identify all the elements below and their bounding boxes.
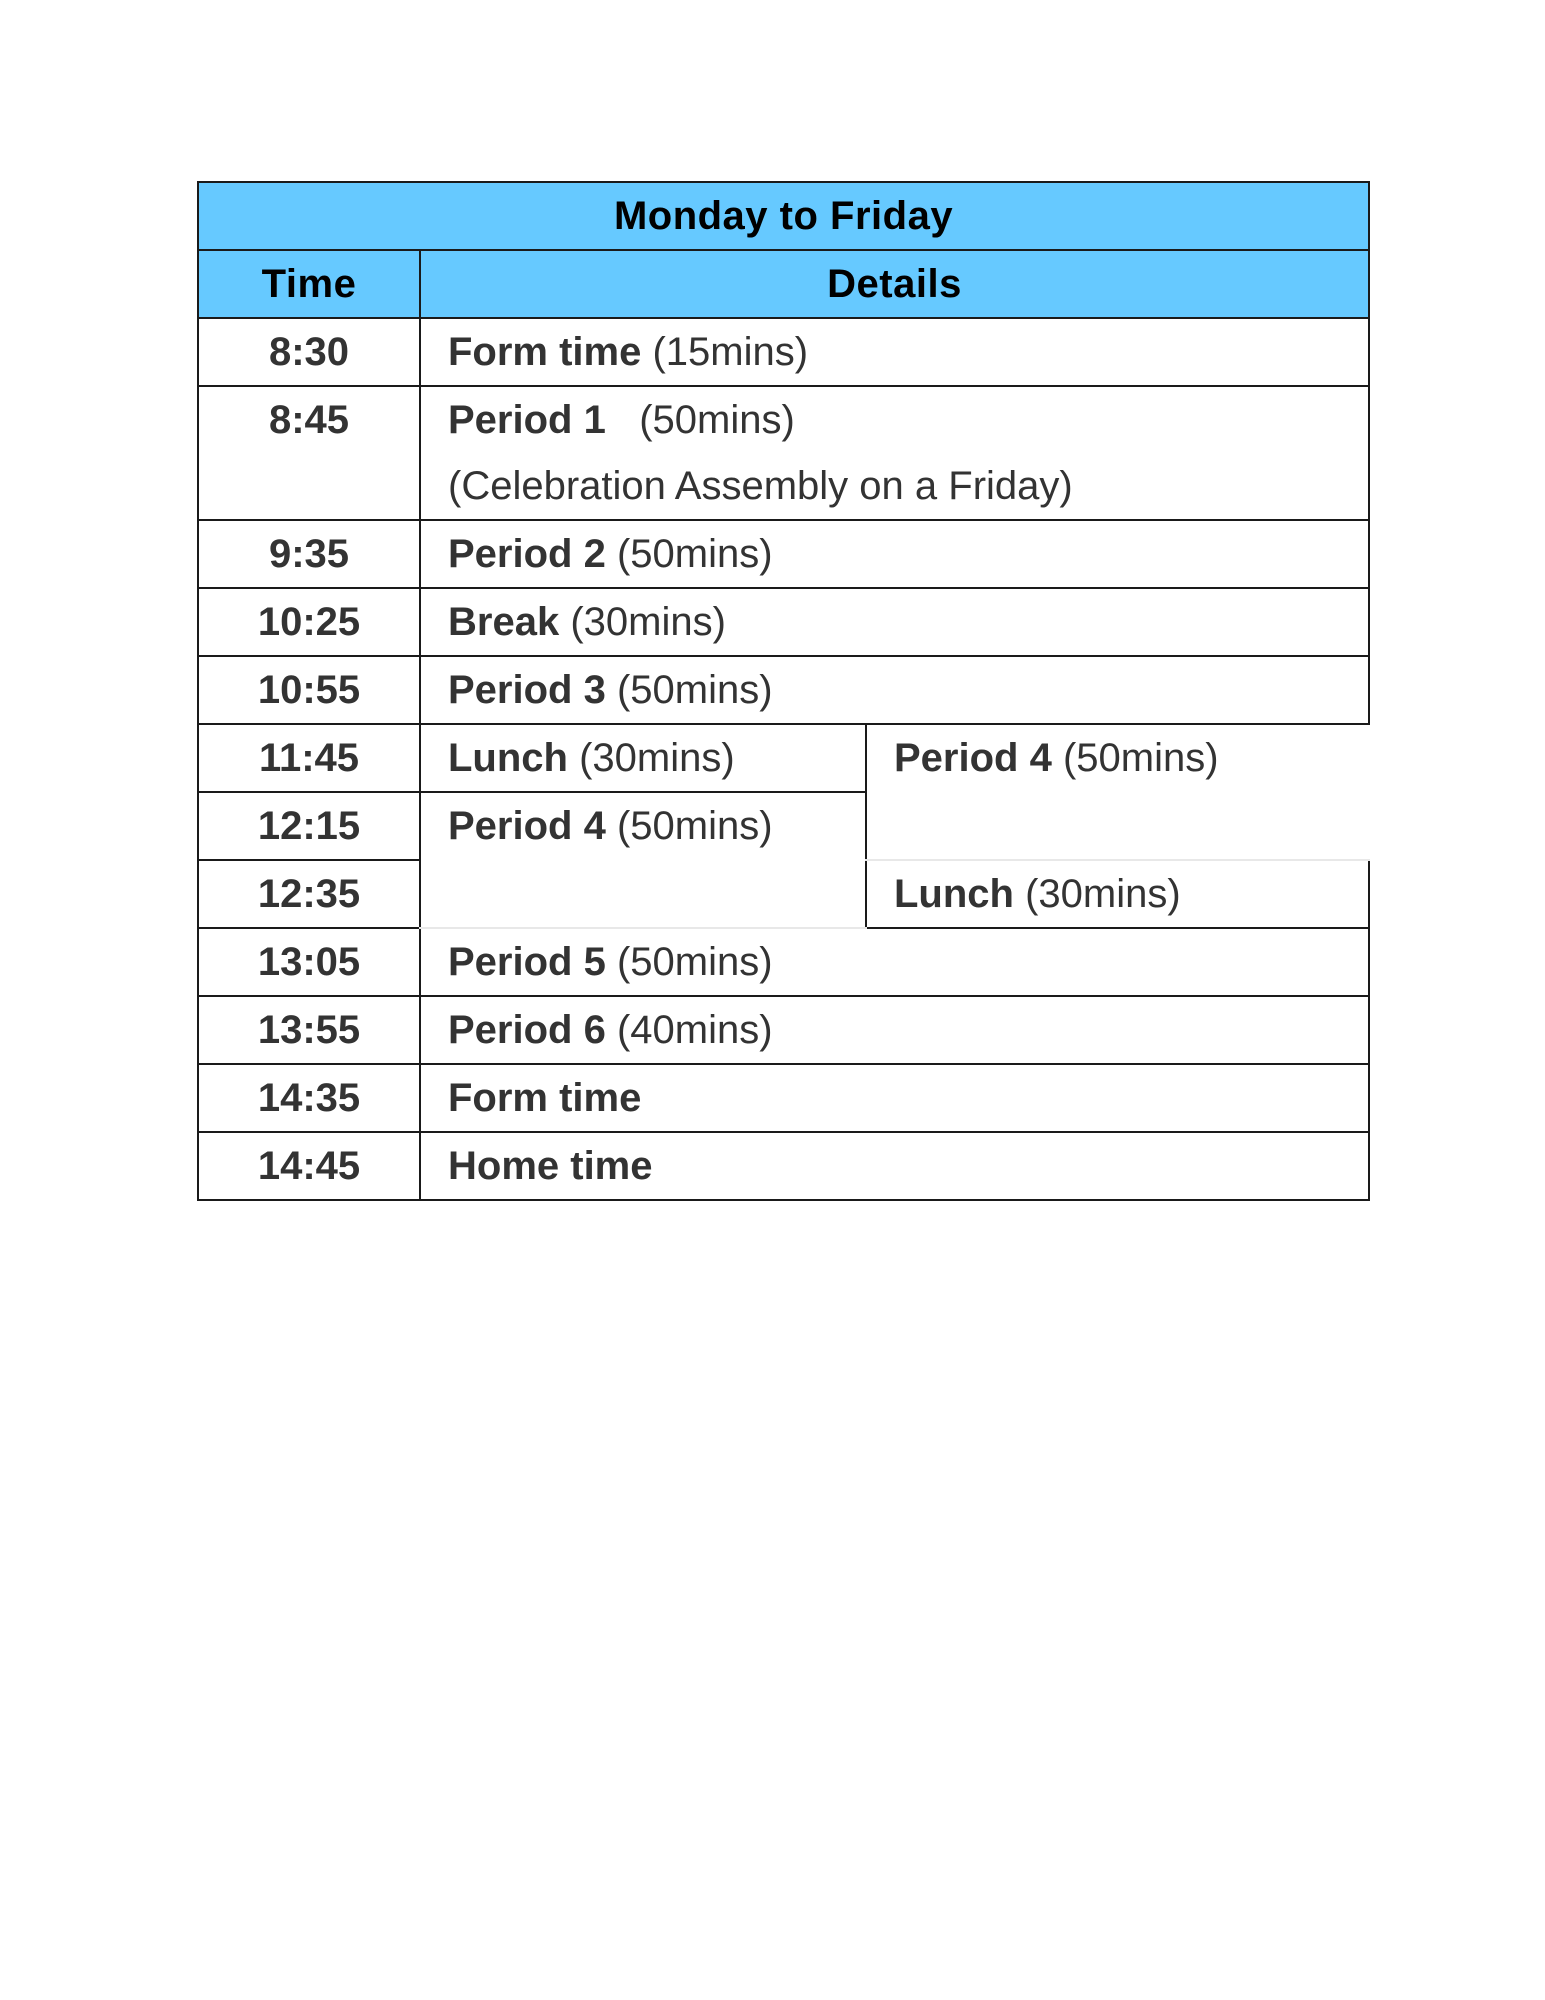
- row-time: 11:45: [198, 724, 420, 792]
- row-detail: [420, 724, 866, 792]
- row-time: 12:35: [198, 860, 420, 928]
- row-time: 14:35: [198, 1064, 420, 1132]
- row-time: 14:45: [198, 1132, 420, 1200]
- table-row: [198, 1064, 1369, 1132]
- row-duration: (50mins): [616, 940, 773, 984]
- table-row: [198, 1132, 1369, 1200]
- row-detail: [420, 928, 1369, 996]
- row-duration: (30mins): [570, 600, 726, 644]
- table-row: [198, 996, 1369, 1064]
- row-label: Period 6: [448, 1008, 606, 1052]
- row-time: 8:30: [198, 318, 420, 386]
- row-label-alt: Lunch: [894, 872, 1014, 916]
- row-duration: (50mins): [616, 804, 773, 848]
- row-duration: (30mins): [579, 736, 735, 780]
- row-time: 13:55: [198, 996, 420, 1064]
- row-label: Period 4: [448, 804, 606, 848]
- row-label: Home time: [448, 1144, 653, 1188]
- row-detail: [420, 996, 1369, 1064]
- table-row: [198, 520, 1369, 588]
- column-header-time: Time: [198, 250, 420, 318]
- row-time: 10:55: [198, 656, 420, 724]
- row-extra-note: (Celebration Assembly on a Friday): [448, 464, 1073, 508]
- row-detail: [420, 656, 1369, 724]
- table-row: [198, 386, 1369, 520]
- row-duration: (50mins): [616, 532, 773, 576]
- row-detail-alt: [866, 724, 1369, 860]
- table-title: Monday to Friday: [198, 182, 1369, 250]
- row-label: Break: [448, 600, 560, 644]
- row-detail: [420, 588, 1369, 656]
- row-time: 8:45: [198, 386, 420, 520]
- row-duration: (50mins): [616, 668, 773, 712]
- row-label-alt: Period 4: [894, 736, 1052, 780]
- row-label: Form time: [448, 1076, 642, 1120]
- row-detail: [420, 792, 866, 928]
- row-detail-alt: [866, 860, 1369, 928]
- table-row: [198, 318, 1369, 386]
- row-detail: [420, 1132, 1369, 1200]
- column-header-details: Details: [420, 250, 1369, 318]
- row-label: Period 2: [448, 532, 606, 576]
- row-duration: (50mins): [639, 398, 795, 442]
- row-detail: [420, 318, 1369, 386]
- row-duration: (15mins): [652, 330, 809, 374]
- row-detail: [420, 1064, 1369, 1132]
- row-label: Period 1: [448, 398, 606, 442]
- row-label: Lunch: [448, 736, 568, 780]
- table-row: [198, 656, 1369, 724]
- row-time: 13:05: [198, 928, 420, 996]
- row-time: 10:25: [198, 588, 420, 656]
- table-row: [198, 928, 1369, 996]
- row-duration-alt: (30mins): [1025, 872, 1181, 916]
- timetable: [197, 181, 1370, 1201]
- table-row: [198, 588, 1369, 656]
- row-time: 9:35: [198, 520, 420, 588]
- row-duration: (40mins): [616, 1008, 773, 1052]
- row-label: Period 5: [448, 940, 606, 984]
- row-time: 12:15: [198, 792, 420, 860]
- row-detail: [420, 386, 1369, 520]
- table-row: [198, 724, 1369, 792]
- row-duration-alt: (50mins): [1062, 736, 1219, 780]
- row-label: Form time: [448, 330, 642, 374]
- row-label: Period 3: [448, 668, 606, 712]
- row-detail: [420, 520, 1369, 588]
